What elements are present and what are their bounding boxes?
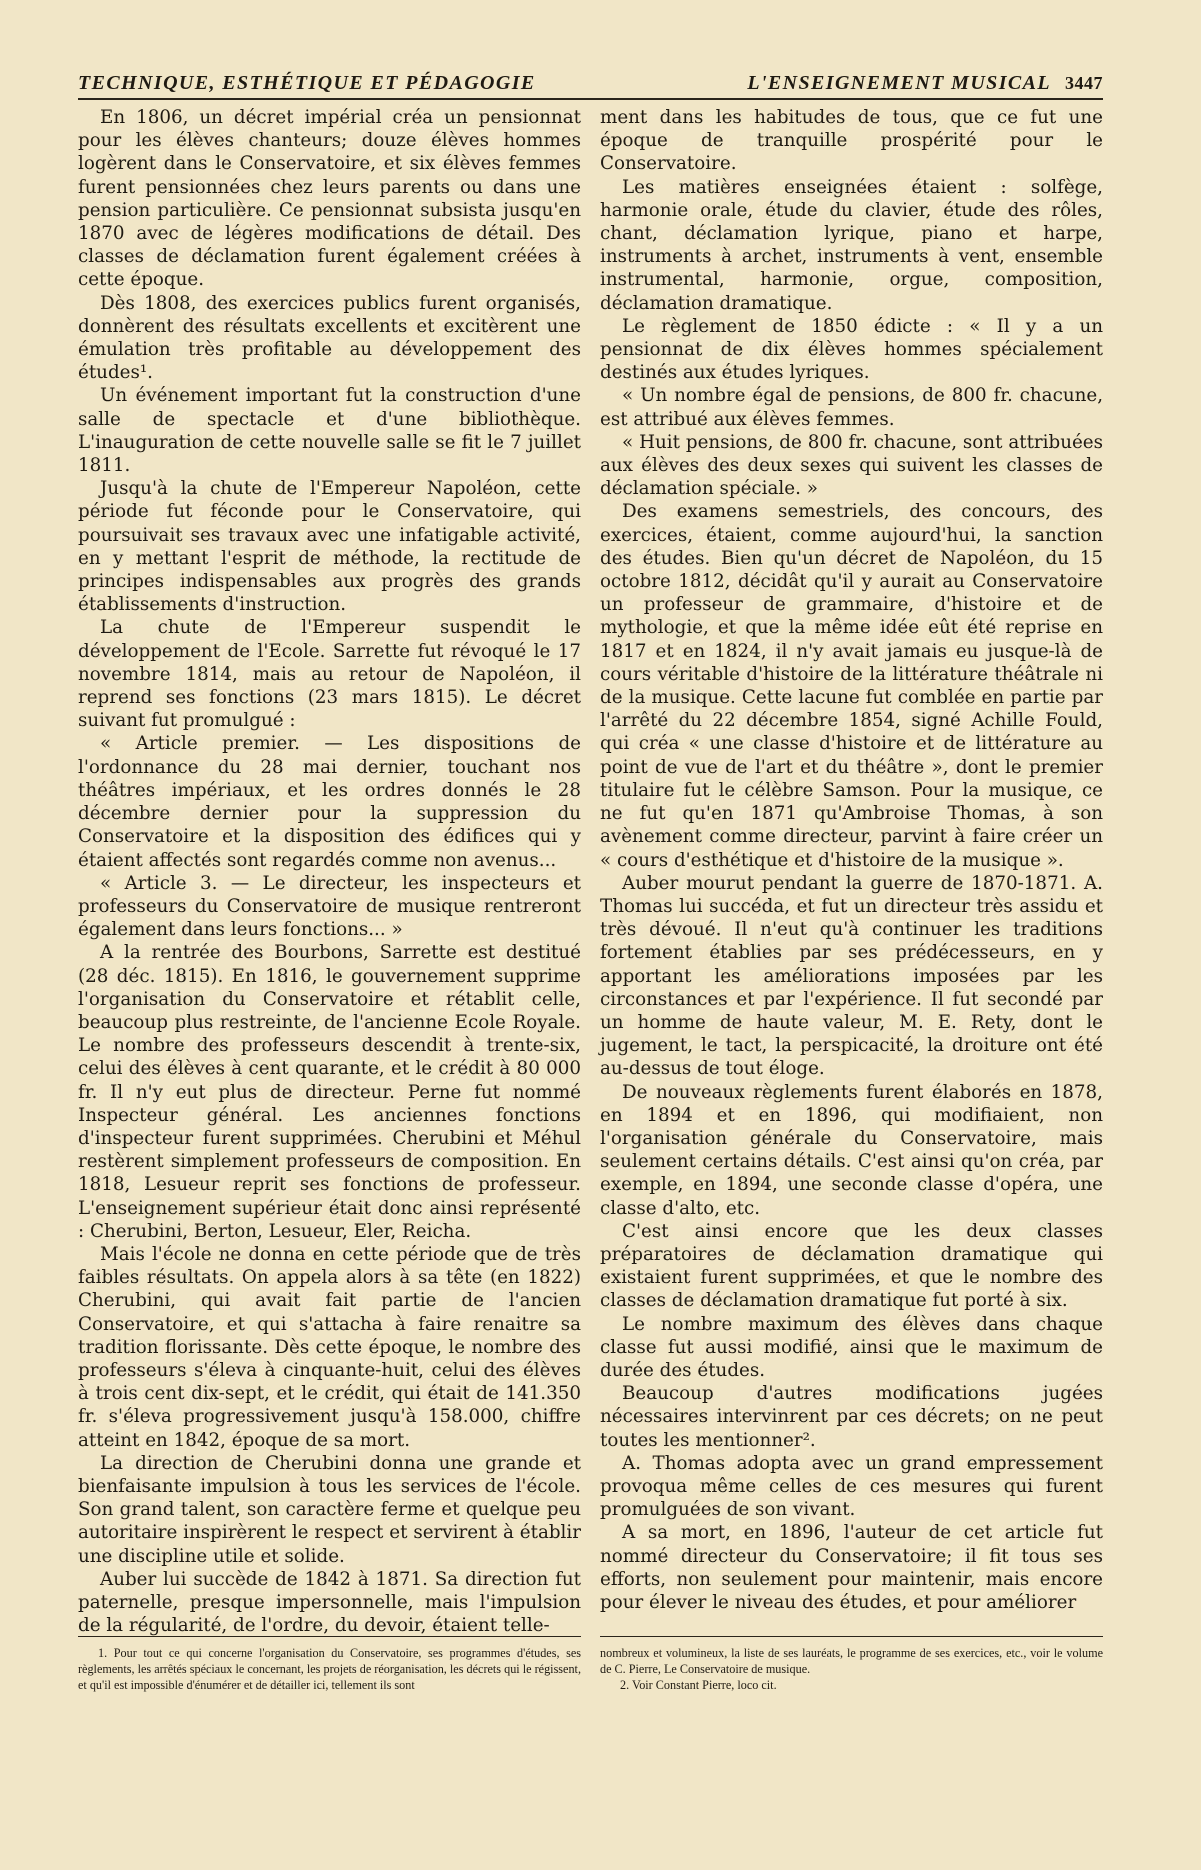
paragraph: Les matières enseignées étaient : solfège, harmonie orale, étude du clavier, étude des rôles, chant, déclamation lyrique, piano et harpe, instruments à archet, instruments à vent, ensemble instrumental, harmonie, orgue, composition, déclamation dramatique. xyxy=(600,176,1103,314)
paragraph: Des examens semestriels, des concours, des exercices, étaient, comme aujourd'hui, la sanction des études. Bien qu'un décret de Napoléon, du 15 octobre 1812, décidât qu'il y aurait au Conservatoire un professeur de grammaire, d'histoire et de mythologie, et que la même idée eût été reprise en 1817 et en 1824, il n'y avait jamais eu jusque-là de cours véritable d'histoire de la littérature théâtrale ni de la musique. Cette lacune fut comblée en partie par l'arrêté du 22 décembre 1854, signé Achille Fould, qui créa « une classe d'histoire et de littérature au point de vue de l'art et du théâtre », dont le premier titulaire fut le célèbre Samson. Pour la musique, ce ne fut qu'en 1871 qu'Ambroise Thomas, à son avènement comme directeur, parvint à faire créer un « cours d'esthétique et d'histoire de la musique ». xyxy=(600,501,1103,871)
quoted-article: « Article premier. — Les dispositions de l'ordonnance du 28 mai dernier, touchant nos théâtres impériaux, et les ordres donnés le 28 décembre dernier pour la suppression du Conservatoire et la disposition des édifices qui y étaient affectés sont regardés comme non avenus... xyxy=(78,733,581,871)
paragraph: En 1806, un décret impérial créa un pensionnat pour les élèves chanteurs; douze élèves hommes logèrent dans le Conservatoire, et six élèves femmes furent pensionnées chez leurs parents ou dans une pension particulière. Ce pensionnat subsista jusqu'en 1870 avec de légères modifications de détail. Des classes de déclamation furent également créées à cette époque. xyxy=(78,107,581,291)
footnote-continued: nombreux et volumineux, la liste de ses lauréats, le programme de ses exercices, etc., voir le volume de C. Pierre, Le Conservatoire de musique. xyxy=(600,1646,1103,1676)
footnote-divider xyxy=(78,1636,581,1637)
footnotes-right xyxy=(600,1646,1103,1693)
footnotes-left xyxy=(78,1646,581,1693)
page-number: 3447 xyxy=(1065,73,1103,93)
paragraph: Auber mourut pendant la guerre de 1870-1871. A. Thomas lui succéda, et fut un directeur très assidu et très dévoué. Il n'eut qu'à continuer les traditions fortement établies par ses prédécesseurs, en y apportant les améliorations imposées par les circonstances et par l'expérience. Il fut secondé par un homme de haute valeur, M. E. Rety, dont le jugement, le tact, la perspicacité, la droiture ont été au-dessus de tout éloge. xyxy=(600,872,1103,1080)
paragraph: Le nombre maximum des élèves dans chaque classe fut aussi modifié, ainsi que le maximum de durée des études. xyxy=(600,1313,1103,1381)
right-column xyxy=(600,106,1103,1614)
paragraph: La direction de Cherubini donna une grande et bienfaisante impulsion à tous les services de l'école. Son grand talent, son caractère ferme et quelque peu autoritaire inspirèrent le respect et servirent à établir une discipline utile et solide. xyxy=(78,1452,581,1567)
paragraph: Dès 1808, des exercices publics furent organisés, donnèrent des résultats excellents et excitèrent une émulation très profitable au développement des études¹. xyxy=(78,292,581,384)
paragraph: La chute de l'Empereur suspendit le développement de l'Ecole. Sarrette fut révoqué le 17 novembre 1814, mais au retour de Napoléon, il reprend ses fonctions (23 mars 1815). Le décret suivant fut promulgué : xyxy=(78,617,581,732)
paragraph: Mais l'école ne donna en cette période que de très faibles résultats. On appela alors à sa tête (en 1822) Cherubini, qui avait fait partie de l'ancien Conservatoire, et qui s'attacha à faire renaitre sa tradition florissante. Dès cette époque, le nombre des professeurs s'éleva à cinquante-huit, celui des élèves à trois cent dix-sept, et le crédit, qui était de 141.350 fr. s'éleva progressivement jusqu'à 158.000, chiffre atteint en 1842, époque de sa mort. xyxy=(78,1243,581,1451)
paragraph: A la rentrée des Bourbons, Sarrette est destitué (28 déc. 1815). En 1816, le gouvernement supprime l'organisation du Conservatoire et rétablit celle, beaucoup plus restreinte, de l'ancienne Ecole Royale. Le nombre des professeurs descendit à trente-six, celui des élèves à cent quarante, et le crédit à 80 000 fr. Il n'y eut plus de directeur. Perne fut nommé Inspecteur général. Les anciennes fonctions d'inspecteur furent supprimées. Cherubini et Méhul restèrent simplement professeurs de composition. En 1818, Lesueur reprit ses fonctions de professeur. L'enseignement supérieur était donc ainsi représenté : Cherubini, Berton, Lesueur, Eler, Reicha. xyxy=(78,942,581,1242)
quoted-rule: « Huit pensions, de 800 fr. chacune, sont attribuées aux élèves des deux sexes qui suivent les classes de déclamation spéciale. » xyxy=(600,431,1103,500)
quoted-rule: « Un nombre égal de pensions, de 800 fr. chacune, est attribué aux élèves femmes. xyxy=(600,385,1103,430)
header-publication-title: L'ENSEIGNEMENT MUSICAL xyxy=(747,72,1051,94)
running-header xyxy=(78,70,1103,100)
left-column xyxy=(78,106,581,1637)
paragraph: A sa mort, en 1896, l'auteur de cet article fut nommé directeur du Conservatoire; il fit tous ses efforts, non seulement pour maintenir, mais encore pour élever le niveau des études, et pour améliorer xyxy=(600,1522,1103,1613)
footnote: 1. Pour tout ce qui concerne l'organisation du Conservatoire, ses programmes d'études, ses règlements, les arrêtés spéciaux le concernant, les projets de réorganisation, les décrets qui le régissent, et qu'il est impossible d'énumérer et de détailler ici, tellement ils sont xyxy=(78,1646,581,1692)
paragraph: De nouveaux règlements furent élaborés en 1878, en 1894 et en 1896, qui modifiaient, non l'organisation générale du Conservatoire, mais seulement certains détails. C'est ainsi qu'on créa, par exemple, en 1894, une seconde classe d'opéra, une classe d'alto, etc. xyxy=(600,1081,1103,1219)
header-right xyxy=(747,72,1103,95)
paragraph: Auber lui succède de 1842 à 1871. Sa direction fut paternelle, presque impersonnelle, mais l'impulsion de la régularité, de l'ordre, du devoir, étaient telle- xyxy=(78,1568,581,1637)
footnote: 2. Voir Constant Pierre, loco cit. xyxy=(620,1677,777,1692)
footnote-divider xyxy=(600,1636,1103,1637)
paragraph: C'est ainsi encore que les deux classes préparatoires de déclamation dramatique qui existaient furent supprimées, et que le nombre des classes de déclamation dramatique fut porté à six. xyxy=(600,1220,1103,1312)
paragraph: Le règlement de 1850 édicte : « Il y a un pensionnat de dix élèves hommes spécialement destinés aux études lyriques. xyxy=(600,315,1103,384)
paragraph: A. Thomas adopta avec un grand empressement provoqua même celles de ces mesures qui furent promulguées de son vivant. xyxy=(600,1452,1103,1521)
paragraph-continued: ment dans les habitudes de tous, que ce fut une époque de tranquille prospérité pour le Conservatoire. xyxy=(600,107,1103,175)
quoted-article: « Article 3. — Le directeur, les inspecteurs et professeurs du Conservatoire de musique rentreront également dans leurs fonctions... » xyxy=(78,872,581,941)
paragraph: Un événement important fut la construction d'une salle de spectacle et d'une bibliothèque. L'inauguration de cette nouvelle salle se fit le 7 juillet 1811. xyxy=(78,385,581,477)
paragraph: Jusqu'à la chute de l'Empereur Napoléon, cette période fut féconde pour le Conservatoire, qui poursuivait ses travaux avec une infatigable activité, en y mettant l'esprit de méthode, la rectitude de principes indispensables aux progrès des grands établissements d'instruction. xyxy=(78,478,581,616)
paragraph: Beaucoup d'autres modifications jugées nécessaires intervinrent par ces décrets; on ne peut toutes les mentionner². xyxy=(600,1383,1103,1451)
header-section-title: TECHNIQUE, ESTHÉTIQUE ET PÉDAGOGIE xyxy=(78,72,536,94)
